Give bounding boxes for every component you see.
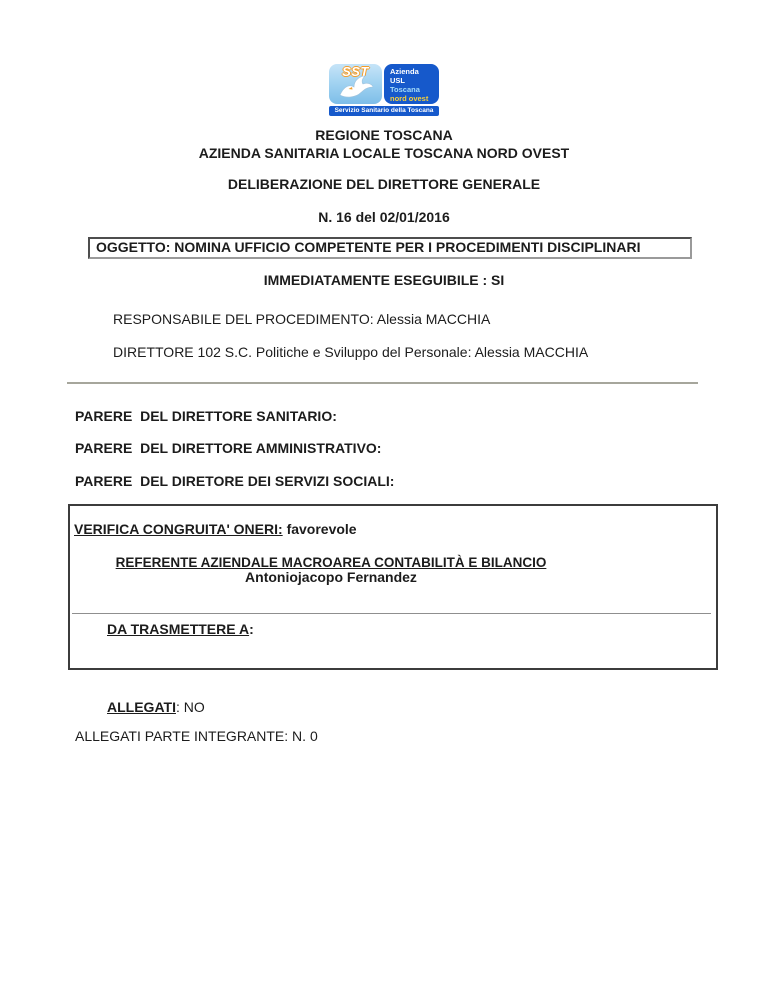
allegati-line [107, 700, 768, 715]
sst-logo-text: SST [342, 64, 369, 79]
verifica-congruita-label: VERIFICA CONGRUITA' ONERI: [74, 521, 283, 537]
logo-line-toscana: Toscana [390, 85, 420, 94]
oggetto-box [88, 237, 692, 259]
logo-line-azienda: Azienda [390, 67, 419, 76]
verifica-box [68, 504, 718, 670]
horizontal-divider [67, 382, 698, 384]
seagull-icon [334, 74, 378, 104]
parere-direttore-sanitario: PARERE DEL DIRETTORE SANITARIO: [75, 408, 337, 424]
responsabile-line: RESPONSABILE DEL PROCEDIMENTO: Alessia MACCHIA [113, 311, 491, 327]
header-deliberazione: DELIBERAZIONE DEL DIRETTORE GENERALE [227, 176, 541, 192]
referente-name: Antoniojacopo Fernandez [245, 569, 417, 585]
header-numero-data: N. 16 del 02/01/2016 [318, 209, 450, 225]
logo-banner: Servizio Sanitario della Toscana [329, 106, 439, 116]
da-trasmettere-label: DA TRASMETTERE A [107, 621, 250, 637]
oggetto-text: OGGETTO: NOMINA UFFICIO COMPETENTE PER I PROCEDIMENTI DISCIPLINARI [96, 239, 641, 255]
sst-logo-tiles [329, 64, 439, 104]
sst-logo-right-tile [384, 64, 439, 104]
eseguibile-line: IMMEDIATAMENTE ESEGUIBILE : SI [263, 272, 505, 288]
allegati-parte-integrante-line: ALLEGATI PARTE INTEGRANTE: N. 0 [75, 728, 318, 744]
verifica-box-divider [72, 613, 711, 614]
da-trasmettere-colon: : [249, 621, 254, 637]
parere-diretore-servizi-sociali: PARERE DEL DIRETORE DEI SERVIZI SOCIALI: [75, 473, 395, 489]
sst-logo [329, 64, 439, 116]
parere-direttore-amministrativo: PARERE DEL DIRETTORE AMMINISTRATIVO: [75, 440, 382, 456]
logo-line-usl: USL [390, 76, 405, 85]
allegati-label: ALLEGATI [107, 699, 176, 715]
referente-block [70, 555, 592, 585]
allegati-value: : NO [175, 699, 205, 715]
logo-line-nordovest: nord ovest [390, 94, 429, 103]
direttore-line: DIRETTORE 102 S.C. Politiche e Sviluppo del Personale: Alessia MACCHIA [113, 344, 589, 360]
verifica-congruita-line [74, 522, 716, 537]
header-region: REGIONE TOSCANA [315, 127, 453, 143]
verifica-congruita-value: favorevole [286, 521, 357, 537]
da-trasmettere-line [107, 622, 716, 637]
referente-title: REFERENTE AZIENDALE MACROAREA CONTABILITÀ E BILANCIO [115, 555, 547, 570]
header-azienda: AZIENDA SANITARIA LOCALE TOSCANA NORD OVEST [198, 145, 570, 161]
sst-logo-left-tile [329, 64, 382, 104]
